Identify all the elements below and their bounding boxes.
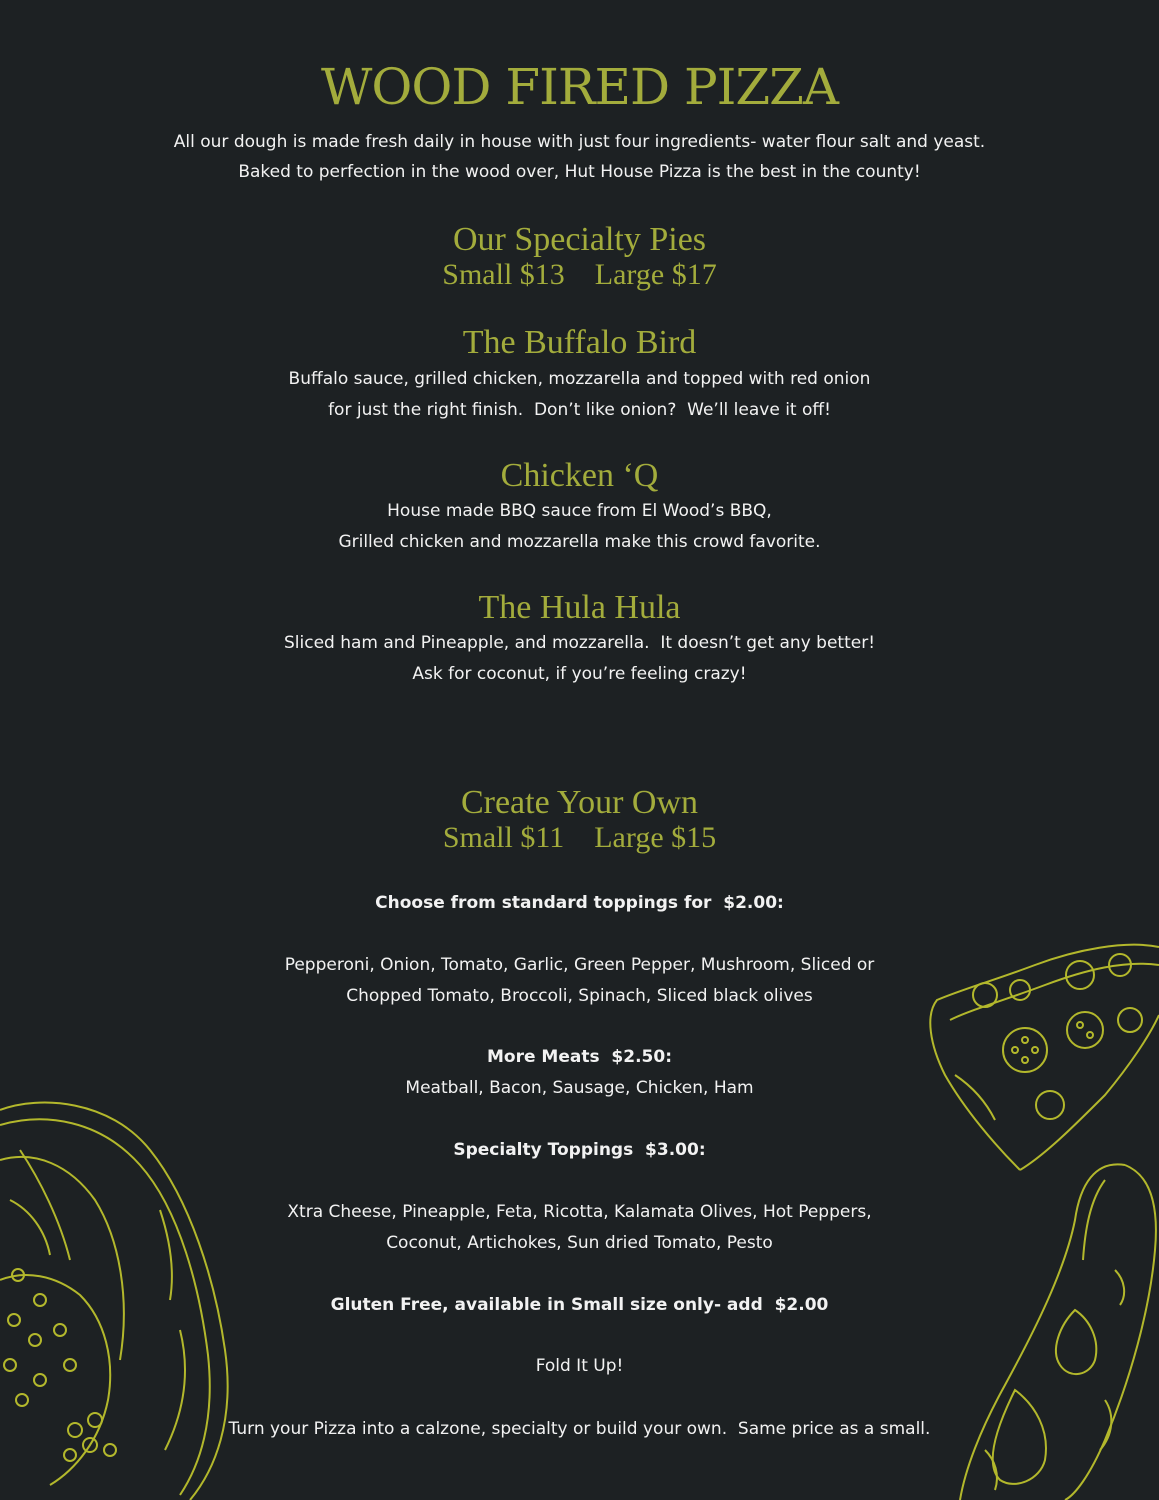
pie-desc-buffalo-bird-1: Buffalo sauce, grilled chicken, mozzarella and topped with red onion <box>288 369 871 389</box>
pizza-slice-sketch-bottom-right-icon <box>955 1160 1159 1500</box>
pie-name-hula-hula: The Hula Hula <box>478 589 681 626</box>
intro-line-1: All our dough is made fresh daily in house with just four ingredients- water flour salt and yeast. <box>173 132 986 152</box>
fold-text: Turn your Pizza into a calzone, specialty or build your own. Same price as a small. <box>228 1419 931 1439</box>
pie-desc-hula-hula-2: Ask for coconut, if you’re feeling crazy! <box>412 664 747 684</box>
pie-name-chicken-q: Chicken ‘Q <box>500 457 659 494</box>
create-heading: Create Your Own <box>460 784 699 821</box>
standard-toppings-line-2: Chopped Tomato, Broccoli, Spinach, Sliced black olives <box>346 986 813 1006</box>
specialty-toppings-line-2: Coconut, Artichokes, Sun dried Tomato, Pesto <box>386 1233 773 1253</box>
intro-line-2: Baked to perfection in the wood over, Hut House Pizza is the best in the county! <box>238 162 921 182</box>
standard-toppings-line-1: Pepperoni, Onion, Tomato, Garlic, Green Pepper, Mushroom, Sliced or <box>284 955 875 975</box>
specialty-prices: Small $13 Large $17 <box>442 258 717 291</box>
pizza-slice-sketch-top-right-icon <box>925 935 1159 1180</box>
pizza-sketch-left-icon <box>0 1090 250 1500</box>
pie-name-buffalo-bird: The Buffalo Bird <box>462 324 697 361</box>
pie-desc-chicken-q-1: House made BBQ sauce from El Wood’s BBQ, <box>387 501 772 521</box>
meats-label: More Meats $2.50: <box>487 1047 672 1067</box>
create-prices: Small $11 Large $15 <box>442 821 717 854</box>
gluten-free-note: Gluten Free, available in Small size only- add $2.00 <box>330 1295 829 1315</box>
specialty-toppings-line-1: Xtra Cheese, Pineapple, Feta, Ricotta, Kalamata Olives, Hot Peppers, <box>287 1202 872 1222</box>
specialty-heading: Our Specialty Pies <box>452 221 707 258</box>
specialty-toppings-label: Specialty Toppings $3.00: <box>453 1140 706 1160</box>
pie-desc-buffalo-bird-2: for just the right finish. Don’t like onion? We’ll leave it off! <box>328 400 831 420</box>
fold-heading: Fold It Up! <box>535 1356 624 1376</box>
meats-list: Meatball, Bacon, Sausage, Chicken, Ham <box>405 1078 754 1098</box>
pie-desc-hula-hula-1: Sliced ham and Pineapple, and mozzarella. It doesn’t get any better! <box>283 633 876 653</box>
standard-toppings-label: Choose from standard toppings for $2.00: <box>375 893 784 913</box>
menu-title: WOOD FIRED PIZZA <box>321 58 838 116</box>
pie-desc-chicken-q-2: Grilled chicken and mozzarella make this crowd favorite. <box>338 532 821 552</box>
